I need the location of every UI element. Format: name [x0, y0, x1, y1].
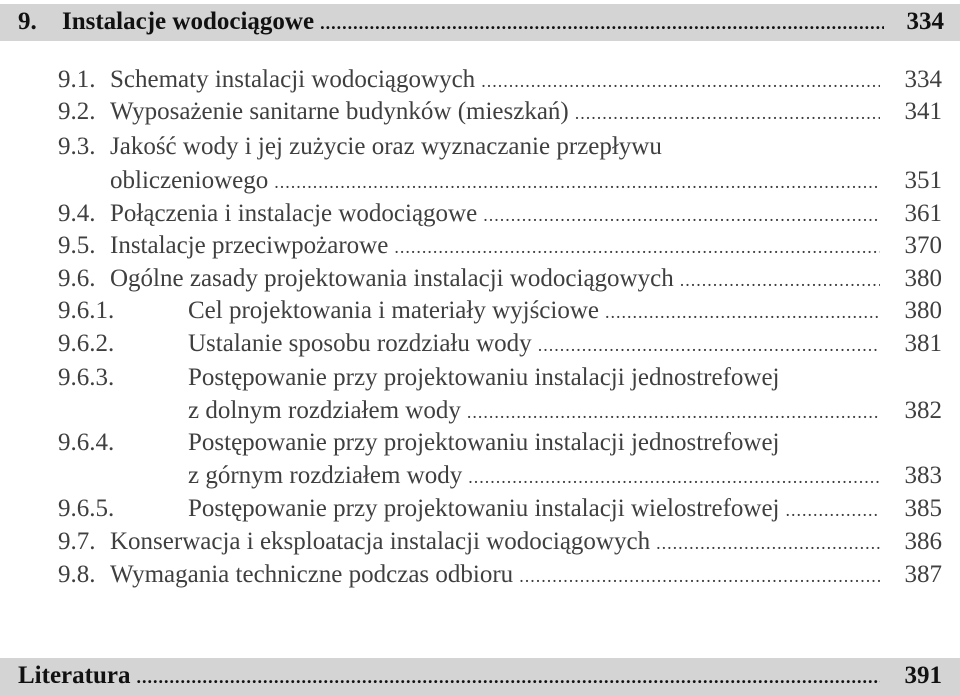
leader-dots — [656, 527, 880, 559]
leader-dots — [136, 661, 880, 693]
entry-number: 9.3. — [58, 133, 96, 160]
entry-page: 370 — [904, 232, 942, 259]
toc-entry-9-7[interactable] — [58, 526, 942, 559]
chapter-number: 9. — [18, 8, 37, 35]
entry-title: Ogólne zasady projektowania instalacji wodociągowych — [110, 265, 674, 292]
leader-dots — [483, 199, 880, 231]
leader-dots — [680, 264, 880, 296]
entry-title: Postępowanie przy projektowaniu instalacji wielostrefowej — [188, 495, 780, 522]
leader-dots — [481, 65, 880, 97]
toc-entry-9-6-5[interactable] — [58, 493, 942, 526]
entry-page: 387 — [904, 561, 942, 588]
toc-entry-9-6-3[interactable] — [58, 362, 942, 394]
entry-page: 361 — [904, 200, 942, 227]
entry-number: 9.1. — [58, 66, 96, 93]
entry-page: 382 — [904, 397, 942, 424]
entry-title: Cel projektowania i materiały wyjściowe — [188, 297, 599, 324]
entry-title: Konserwacja i eksploatacja instalacji wodociągowych — [110, 528, 651, 555]
toc-entry-9-6-4[interactable] — [58, 427, 942, 459]
chapter-title: Instalacje wodociągowe — [62, 8, 315, 35]
entry-title-continuation: obliczeniowego — [110, 167, 269, 194]
entry-title: Ustalanie sposobu rozdziału wody — [188, 330, 532, 357]
entry-number: 9.8. — [58, 561, 96, 588]
entry-title-continuation: z górnym rozdziałem wody — [188, 462, 463, 489]
entry-title: Jakość wody i jej zużycie oraz wyznaczanie przepływu — [110, 133, 662, 160]
toc-entry-9-6-2[interactable] — [58, 328, 942, 361]
entry-number: 9.5. — [58, 232, 96, 259]
literature-page: 391 — [904, 662, 942, 689]
entry-page: 341 — [904, 98, 942, 125]
entry-number: 9.6.4. — [58, 429, 115, 456]
entry-page: 380 — [904, 297, 942, 324]
entry-title: Postępowanie przy projektowaniu instalacji jednostrefowej — [188, 364, 780, 391]
entry-page: 334 — [904, 66, 942, 93]
toc-entry-9-6[interactable] — [58, 263, 942, 296]
chapter-heading[interactable] — [18, 6, 944, 39]
entry-title: Schematy instalacji wodociągowych — [110, 66, 476, 93]
entry-number: 9.6.5. — [58, 495, 115, 522]
entry-number: 9.6.3. — [58, 364, 115, 391]
entry-page: 386 — [904, 528, 942, 555]
entry-number: 9.7. — [58, 528, 96, 555]
entry-number: 9.4. — [58, 200, 96, 227]
toc-entry-9-2[interactable] — [58, 96, 942, 129]
leader-dots — [467, 396, 880, 428]
literature-title: Literatura — [18, 662, 131, 689]
entry-title-continuation: z dolnym rozdziałem wody — [188, 397, 461, 424]
leader-dots — [394, 231, 880, 263]
entry-number: 9.6.1. — [58, 297, 115, 324]
leader-dots — [519, 560, 880, 592]
entry-page: 351 — [904, 167, 942, 194]
toc-entry-9-8[interactable] — [58, 559, 942, 592]
entry-page: 380 — [904, 265, 942, 292]
entry-title: Postępowanie przy projektowaniu instalacji jednostrefowej — [188, 429, 780, 456]
toc-entry-9-5[interactable] — [58, 230, 942, 263]
entry-page: 385 — [904, 495, 942, 522]
leader-dots — [605, 296, 880, 328]
chapter-page: 334 — [906, 8, 944, 35]
entry-title: Wymagania techniczne podczas odbioru — [110, 561, 514, 588]
toc-entry-9-1[interactable] — [58, 64, 942, 97]
toc-entry-9-3[interactable] — [58, 131, 942, 163]
literature-heading[interactable] — [18, 660, 942, 693]
entry-number: 9.6. — [58, 265, 96, 292]
leader-dots — [468, 461, 880, 493]
toc-entry-9-6-3-continuation[interactable] — [188, 395, 942, 428]
toc-entry-9-4[interactable] — [58, 198, 942, 231]
entry-number: 9.2. — [58, 98, 96, 125]
toc-entry-9-6-1[interactable] — [58, 295, 942, 328]
toc-entry-9-3-continuation[interactable] — [110, 165, 942, 198]
leader-dots — [274, 166, 880, 198]
leader-dots — [575, 97, 880, 129]
leader-dots — [320, 7, 884, 39]
leader-dots — [786, 494, 880, 526]
entry-page: 381 — [904, 330, 942, 357]
entry-title: Wyposażenie sanitarne budynków (mieszkań) — [110, 98, 569, 125]
entry-page: 383 — [904, 462, 942, 489]
entry-number: 9.6.2. — [58, 330, 115, 357]
toc-entry-9-6-4-continuation[interactable] — [188, 460, 942, 493]
entry-title: Instalacje przeciwpożarowe — [110, 232, 389, 259]
entry-title: Połączenia i instalacje wodociągowe — [110, 200, 478, 227]
leader-dots — [538, 329, 880, 361]
